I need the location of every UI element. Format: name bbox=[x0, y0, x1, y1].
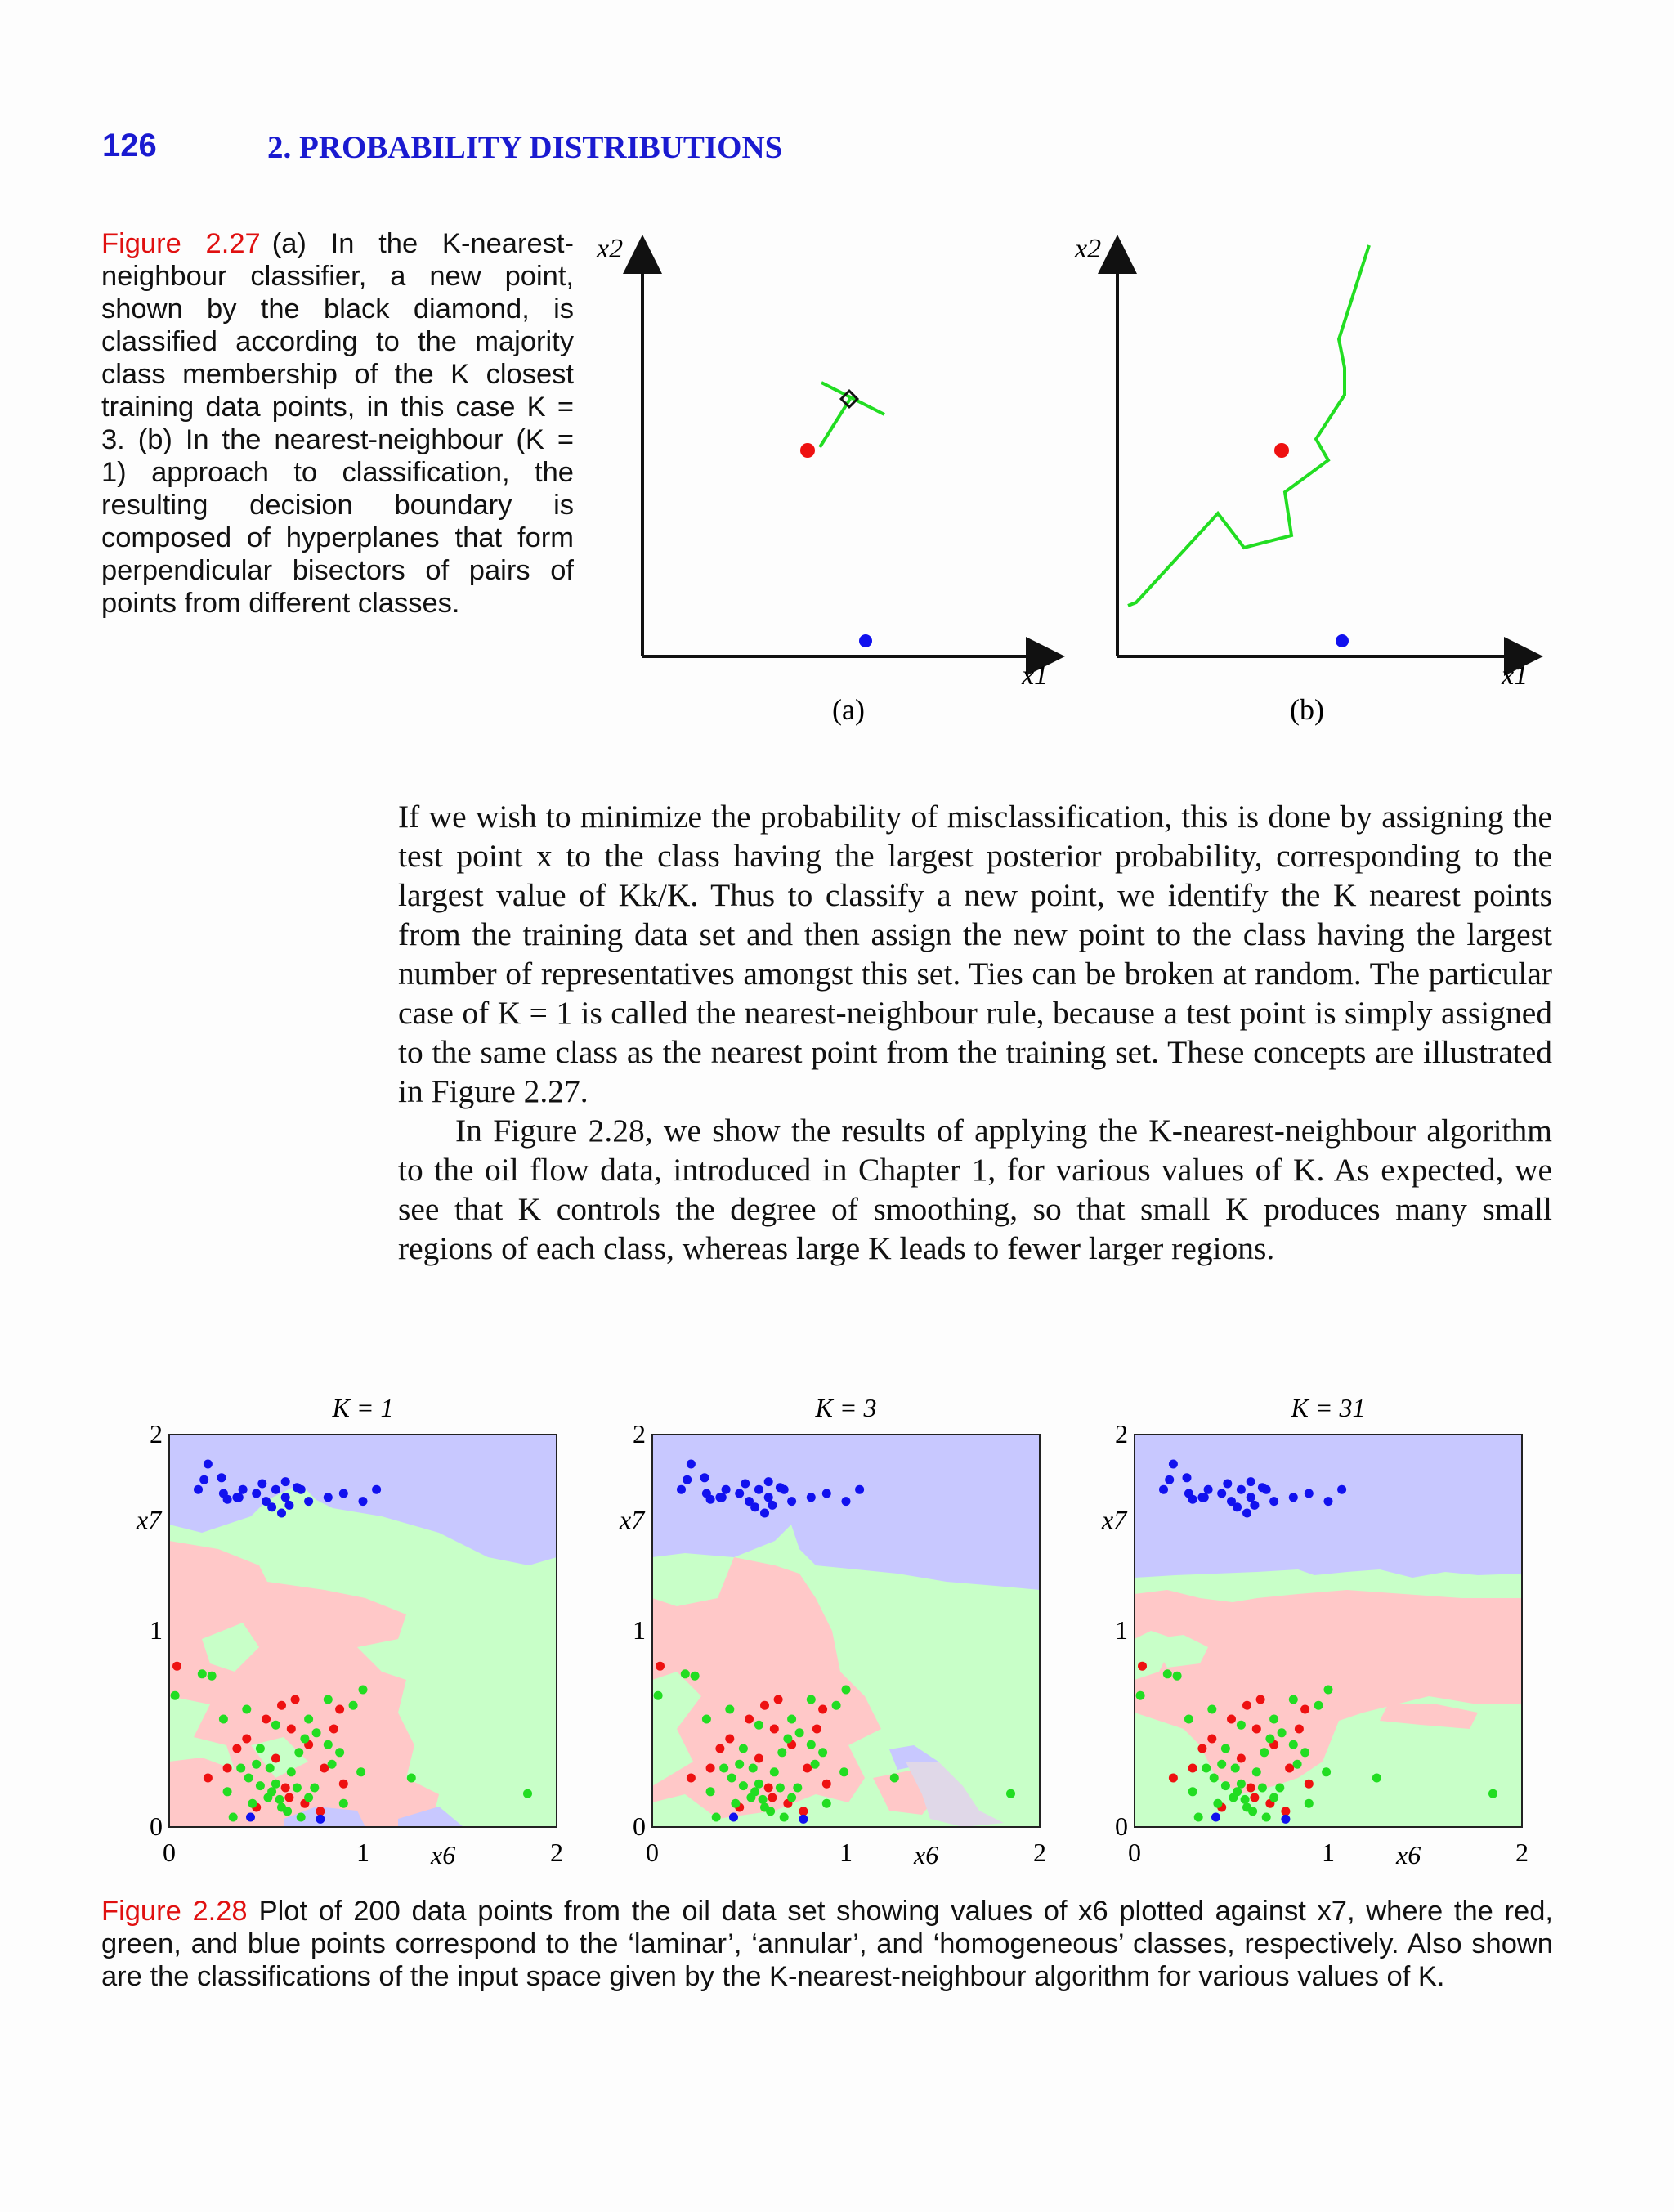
x-tick-1: 1 bbox=[356, 1838, 369, 1867]
homogeneous-point bbox=[776, 1483, 785, 1492]
homogeneous-point bbox=[760, 1509, 769, 1518]
annular-point bbox=[271, 1780, 280, 1789]
figure-2-27-diagram bbox=[589, 225, 1553, 744]
annular-point bbox=[1314, 1701, 1323, 1710]
annular-point bbox=[1173, 1672, 1182, 1681]
annular-point bbox=[229, 1813, 238, 1822]
figure-2-28-caption bbox=[101, 1895, 1553, 1993]
homogeneous-point bbox=[1250, 1501, 1259, 1510]
homogeneous-point bbox=[787, 1497, 796, 1506]
homogeneous-point bbox=[677, 1485, 686, 1494]
laminar-point bbox=[1242, 1701, 1251, 1710]
laminar-point bbox=[1305, 1780, 1314, 1789]
homogeneous-point bbox=[246, 1813, 255, 1822]
annular-point bbox=[1006, 1789, 1015, 1798]
annular-point bbox=[654, 1691, 663, 1700]
laminar-point bbox=[774, 1695, 783, 1704]
laminar-point bbox=[687, 1774, 696, 1783]
homogeneous-point bbox=[807, 1493, 816, 1502]
laminar-point bbox=[745, 1715, 754, 1724]
annular-point bbox=[795, 1728, 804, 1737]
annular-point bbox=[223, 1787, 232, 1796]
laminar-point bbox=[281, 1784, 290, 1793]
homogeneous-point bbox=[764, 1493, 773, 1502]
knn-panel-k31 bbox=[1101, 1393, 1529, 1869]
laminar-point bbox=[768, 1793, 777, 1802]
y-tick-1: 1 bbox=[150, 1615, 163, 1645]
annular-point bbox=[725, 1705, 734, 1714]
annular-point bbox=[712, 1813, 721, 1822]
laminar-point bbox=[656, 1662, 665, 1671]
annular-point bbox=[727, 1774, 736, 1783]
panel-a-blue-point bbox=[859, 634, 872, 647]
annular-point bbox=[300, 1735, 309, 1744]
homogeneous-point bbox=[257, 1480, 266, 1489]
laminar-point bbox=[223, 1764, 232, 1773]
laminar-point bbox=[706, 1764, 715, 1773]
x-tick-1: 1 bbox=[839, 1838, 853, 1867]
annular-point bbox=[780, 1813, 789, 1822]
homogeneous-point bbox=[1247, 1493, 1256, 1502]
panel-b-red-point bbox=[1274, 443, 1289, 458]
laminar-point bbox=[204, 1774, 213, 1783]
laminar-point bbox=[1252, 1725, 1261, 1734]
homogeneous-point bbox=[339, 1489, 348, 1498]
y-tick-0: 0 bbox=[1115, 1811, 1128, 1841]
laminar-point bbox=[1295, 1725, 1304, 1734]
homogeneous-point bbox=[284, 1501, 293, 1510]
laminar-point bbox=[242, 1735, 251, 1744]
annular-point bbox=[739, 1781, 748, 1790]
annular-point bbox=[1210, 1774, 1219, 1783]
annular-point bbox=[1163, 1669, 1172, 1678]
homogeneous-point bbox=[842, 1497, 851, 1506]
laminar-point bbox=[329, 1725, 338, 1734]
annular-point bbox=[266, 1764, 275, 1773]
homogeneous-point bbox=[223, 1495, 232, 1504]
homogeneous-point bbox=[199, 1475, 208, 1484]
figure-2-27-caption-text: (a) In the K-nearest-neighbour classifier, a new point, shown by the black diamond, is classified according to the majority class membership of the K closest training data points, in this case K = 3. (b) In the nearest-neighbour (K = 1) approach to classification, the resulting decision boundary is composed of hyperplanes that form perpendicular bisectors of pairs of points from different classes. bbox=[101, 228, 574, 619]
annular-point bbox=[256, 1744, 265, 1753]
homogeneous-point bbox=[1281, 1815, 1290, 1824]
annular-point bbox=[822, 1799, 831, 1808]
homogeneous-point bbox=[1169, 1460, 1178, 1469]
annular-point bbox=[818, 1748, 827, 1757]
annular-point bbox=[1217, 1760, 1226, 1769]
annular-point bbox=[1248, 1807, 1257, 1816]
panel-b-label: (b) bbox=[1290, 693, 1324, 726]
annular-point bbox=[735, 1760, 744, 1769]
annular-point bbox=[304, 1793, 313, 1802]
annular-point bbox=[1207, 1705, 1216, 1714]
annular-point bbox=[324, 1740, 333, 1749]
y-axis-label: x7 bbox=[1102, 1505, 1127, 1534]
homogeneous-point bbox=[799, 1815, 808, 1824]
laminar-point bbox=[339, 1780, 348, 1789]
y-tick-1: 1 bbox=[633, 1615, 646, 1645]
annular-point bbox=[275, 1795, 284, 1804]
y-tick-1: 1 bbox=[1115, 1615, 1128, 1645]
annular-point bbox=[1258, 1784, 1267, 1793]
homogeneous-point bbox=[277, 1509, 286, 1518]
panel-a bbox=[596, 234, 1059, 726]
annular-point bbox=[749, 1764, 758, 1773]
annular-point bbox=[783, 1735, 792, 1744]
laminar-point bbox=[271, 1754, 280, 1763]
annular-point bbox=[832, 1701, 841, 1710]
knn-panel-k3 bbox=[619, 1393, 1046, 1869]
annular-point bbox=[244, 1774, 253, 1783]
x-tick-2: 2 bbox=[1033, 1838, 1046, 1867]
annular-point bbox=[1136, 1691, 1145, 1700]
homogeneous-point bbox=[1200, 1493, 1209, 1502]
x-tick-0: 0 bbox=[1128, 1838, 1141, 1867]
laminar-point bbox=[1197, 1744, 1206, 1753]
homogeneous-point bbox=[722, 1485, 731, 1494]
annular-point bbox=[219, 1715, 228, 1724]
annular-point bbox=[271, 1721, 280, 1730]
homogeneous-point bbox=[235, 1493, 244, 1502]
homogeneous-point bbox=[754, 1485, 763, 1494]
laminar-point bbox=[335, 1705, 344, 1714]
annular-point bbox=[1237, 1780, 1246, 1789]
laminar-point bbox=[277, 1701, 286, 1710]
homogeneous-point bbox=[267, 1502, 276, 1511]
homogeneous-point bbox=[700, 1473, 709, 1482]
laminar-point bbox=[770, 1725, 779, 1734]
homogeneous-point bbox=[324, 1493, 333, 1502]
annular-point bbox=[1372, 1774, 1381, 1783]
homogeneous-point bbox=[1305, 1489, 1314, 1498]
homogeneous-point bbox=[718, 1493, 727, 1502]
body-text bbox=[398, 797, 1552, 1268]
figure-2-27-label: Figure 2.27 bbox=[101, 228, 261, 259]
homogeneous-point bbox=[194, 1485, 203, 1494]
homogeneous-point bbox=[1159, 1485, 1168, 1494]
annular-point bbox=[754, 1780, 763, 1789]
laminar-point bbox=[1169, 1774, 1178, 1783]
annular-point bbox=[731, 1799, 740, 1808]
panel-a-boundary-1 bbox=[820, 399, 850, 447]
x-axis-label: x6 bbox=[1396, 1840, 1421, 1869]
annular-point bbox=[1221, 1781, 1230, 1790]
laminar-point bbox=[1250, 1793, 1259, 1802]
annular-point bbox=[750, 1787, 759, 1796]
x-tick-2: 2 bbox=[1515, 1838, 1529, 1867]
annular-point bbox=[1488, 1789, 1497, 1798]
annular-point bbox=[328, 1760, 337, 1769]
x-axis-label: x6 bbox=[914, 1840, 939, 1869]
panel-a-y-label: x2 bbox=[597, 234, 624, 264]
laminar-point bbox=[320, 1764, 329, 1773]
homogeneous-point bbox=[372, 1485, 381, 1494]
annular-point bbox=[407, 1774, 416, 1783]
annular-point bbox=[1241, 1795, 1250, 1804]
annular-point bbox=[739, 1744, 748, 1753]
annular-point bbox=[777, 1748, 786, 1757]
homogeneous-point bbox=[1242, 1509, 1251, 1518]
laminar-point bbox=[262, 1715, 271, 1724]
annular-point bbox=[349, 1701, 358, 1710]
y-tick-0: 0 bbox=[150, 1811, 163, 1841]
annular-point bbox=[1275, 1784, 1284, 1793]
annular-point bbox=[1289, 1740, 1298, 1749]
y-tick-2: 2 bbox=[150, 1419, 163, 1449]
homogeneous-point bbox=[764, 1477, 773, 1486]
homogeneous-point bbox=[855, 1485, 864, 1494]
homogeneous-point bbox=[1211, 1813, 1220, 1822]
y-tick-0: 0 bbox=[633, 1811, 646, 1841]
laminar-point bbox=[799, 1807, 808, 1816]
laminar-point bbox=[1300, 1705, 1309, 1714]
annular-point bbox=[1188, 1787, 1197, 1796]
laminar-point bbox=[760, 1701, 769, 1710]
annular-point bbox=[807, 1695, 816, 1704]
annular-point bbox=[293, 1784, 302, 1793]
annular-point bbox=[691, 1672, 700, 1681]
annular-point bbox=[1293, 1760, 1302, 1769]
homogeneous-point bbox=[687, 1460, 696, 1469]
homogeneous-point bbox=[1247, 1477, 1256, 1486]
laminar-point bbox=[291, 1695, 300, 1704]
annular-point bbox=[787, 1793, 796, 1802]
homogeneous-point bbox=[735, 1489, 744, 1498]
laminar-point bbox=[1227, 1715, 1236, 1724]
annular-point bbox=[1233, 1787, 1242, 1796]
homogeneous-point bbox=[729, 1813, 738, 1822]
annular-point bbox=[294, 1748, 303, 1757]
panel-a-red-point bbox=[800, 443, 815, 458]
panel-a-boundary-2 bbox=[821, 383, 884, 414]
homogeneous-point bbox=[304, 1497, 313, 1506]
annular-point bbox=[1300, 1748, 1309, 1757]
annular-point bbox=[759, 1795, 768, 1804]
homogeneous-point bbox=[1337, 1485, 1346, 1494]
page-number: 126 bbox=[102, 128, 157, 163]
annular-point bbox=[811, 1760, 820, 1769]
homogeneous-point bbox=[1165, 1475, 1174, 1484]
annular-point bbox=[770, 1767, 779, 1776]
annular-point bbox=[287, 1767, 296, 1776]
homogeneous-point bbox=[293, 1483, 302, 1492]
paragraph-1: If we wish to minimize the probability of misclassification, this is done by assigning the test point x to the class having the largest posterior probability, corresponding to the largest value of Kk/K. Thus to classify a new point, we identify the K nearest points from the training data set and then assign the new point to the class having the largest number of representatives amongst this set. Ties can be broken at random. The particular case of K = 1 is called the nearest-neighbour rule, because a test point is simply assigned to the same class as the nearest point from the training set. These concepts are illustrated in Figure 2.27. bbox=[398, 799, 1552, 1109]
panel-a-x-label: x1 bbox=[1022, 660, 1049, 691]
panel-b-y-label: x2 bbox=[1075, 234, 1102, 264]
homogeneous-point bbox=[1223, 1480, 1232, 1489]
annular-point bbox=[1305, 1799, 1314, 1808]
annular-point bbox=[890, 1774, 899, 1783]
annular-point bbox=[252, 1760, 261, 1769]
laminar-point bbox=[1188, 1764, 1197, 1773]
laminar-point bbox=[754, 1754, 763, 1763]
laminar-point bbox=[1207, 1735, 1216, 1744]
laminar-point bbox=[812, 1725, 821, 1734]
homogeneous-point bbox=[239, 1485, 248, 1494]
figure-2-28-charts bbox=[82, 1373, 1553, 1872]
annular-point bbox=[1269, 1793, 1278, 1802]
laminar-point bbox=[1247, 1784, 1256, 1793]
annular-point bbox=[242, 1705, 251, 1714]
annular-point bbox=[706, 1787, 715, 1796]
annular-point bbox=[356, 1767, 365, 1776]
laminar-point bbox=[284, 1793, 293, 1802]
annular-point bbox=[1324, 1686, 1333, 1695]
homogeneous-point bbox=[683, 1475, 692, 1484]
laminar-point bbox=[1237, 1754, 1246, 1763]
homogeneous-point bbox=[1188, 1495, 1197, 1504]
annular-point bbox=[1269, 1715, 1278, 1724]
x-axis-label: x6 bbox=[431, 1840, 456, 1869]
panel-title: K = 31 bbox=[1291, 1393, 1366, 1422]
annular-point bbox=[1237, 1721, 1246, 1730]
annular-point bbox=[719, 1764, 728, 1773]
annular-point bbox=[267, 1787, 276, 1796]
panel-b-x-label: x1 bbox=[1502, 660, 1529, 691]
annular-point bbox=[1260, 1748, 1269, 1757]
homogeneous-point bbox=[1269, 1497, 1278, 1506]
homogeneous-point bbox=[1237, 1485, 1246, 1494]
annular-point bbox=[248, 1799, 257, 1808]
annular-point bbox=[297, 1813, 306, 1822]
annular-point bbox=[1278, 1728, 1287, 1737]
homogeneous-point bbox=[271, 1485, 280, 1494]
annular-point bbox=[1184, 1715, 1193, 1724]
annular-point bbox=[1194, 1813, 1203, 1822]
homogeneous-point bbox=[1258, 1483, 1267, 1492]
y-axis-label: x7 bbox=[137, 1505, 162, 1534]
homogeneous-point bbox=[741, 1480, 750, 1489]
annular-point bbox=[1262, 1813, 1271, 1822]
annular-point bbox=[339, 1799, 348, 1808]
annular-point bbox=[312, 1728, 321, 1737]
annular-point bbox=[236, 1764, 245, 1773]
panel-b-blue-point bbox=[1336, 634, 1349, 647]
knn-panel-k1 bbox=[136, 1393, 563, 1869]
annular-point bbox=[1322, 1767, 1331, 1776]
panel-title: K = 1 bbox=[332, 1393, 394, 1422]
homogeneous-point bbox=[822, 1489, 831, 1498]
figure-2-27-caption bbox=[101, 227, 574, 620]
x-tick-1: 1 bbox=[1322, 1838, 1335, 1867]
homogeneous-point bbox=[1289, 1493, 1298, 1502]
homogeneous-point bbox=[217, 1473, 226, 1482]
region-homogeneous-top bbox=[1135, 1435, 1522, 1578]
homogeneous-point bbox=[1233, 1502, 1242, 1511]
homogeneous-point bbox=[252, 1489, 261, 1498]
annular-point bbox=[324, 1695, 333, 1704]
annular-point bbox=[1202, 1764, 1211, 1773]
laminar-point bbox=[316, 1807, 325, 1816]
homogeneous-point bbox=[204, 1460, 213, 1469]
annular-point bbox=[787, 1715, 796, 1724]
annular-point bbox=[793, 1784, 802, 1793]
annular-point bbox=[1289, 1695, 1298, 1704]
laminar-point bbox=[822, 1780, 831, 1789]
annular-point bbox=[754, 1721, 763, 1730]
homogeneous-point bbox=[281, 1493, 290, 1502]
y-tick-2: 2 bbox=[1115, 1419, 1128, 1449]
laminar-point bbox=[1256, 1695, 1265, 1704]
panel-title: K = 3 bbox=[815, 1393, 877, 1422]
laminar-point bbox=[715, 1744, 724, 1753]
laminar-point bbox=[287, 1725, 296, 1734]
panel-b-boundary bbox=[1128, 245, 1369, 606]
annular-point bbox=[208, 1672, 217, 1681]
figure-2-28-caption-text: Plot of 200 data points from the oil data set showing values of x6 plotted against x7, where the red, green, and blue points correspond to the ‘laminar’, ‘annular’, and ‘homogeneous’ classes, respectively. Also shown are the classifications of the input space given by the K-nearest-neighbour algorithm for various values of K. bbox=[101, 1896, 1553, 1992]
annular-point bbox=[310, 1784, 319, 1793]
laminar-point bbox=[818, 1705, 827, 1714]
y-axis-label: x7 bbox=[620, 1505, 645, 1534]
laminar-point bbox=[803, 1764, 812, 1773]
annular-point bbox=[1213, 1799, 1222, 1808]
annular-point bbox=[359, 1686, 368, 1695]
homogeneous-point bbox=[316, 1815, 325, 1824]
paragraph-2: In Figure 2.28, we show the results of applying the K-nearest-neighbour algorithm to the oil flow data, introduced in Chapter 1, for various values of K. As expected, we see that K controls the degree of smoothing, so that small K produces many small regions of each class, whereas large K leads to fewer larger regions. bbox=[398, 1113, 1552, 1266]
annular-point bbox=[1265, 1735, 1274, 1744]
homogeneous-point bbox=[750, 1502, 759, 1511]
annular-point bbox=[776, 1784, 785, 1793]
laminar-point bbox=[172, 1662, 181, 1671]
annular-point bbox=[171, 1691, 180, 1700]
x-tick-0: 0 bbox=[646, 1838, 659, 1867]
laminar-point bbox=[232, 1744, 241, 1753]
annular-point bbox=[523, 1789, 532, 1798]
panel-a-label: (a) bbox=[832, 693, 865, 726]
annular-point bbox=[681, 1669, 690, 1678]
annular-point bbox=[335, 1748, 344, 1757]
chapter-title: 2. PROBABILITY DISTRIBUTIONS bbox=[267, 130, 783, 165]
laminar-point bbox=[1285, 1764, 1294, 1773]
x-tick-0: 0 bbox=[163, 1838, 176, 1867]
homogeneous-point bbox=[1324, 1497, 1333, 1506]
annular-point bbox=[1252, 1767, 1261, 1776]
annular-point bbox=[766, 1807, 775, 1816]
panel-b bbox=[1074, 234, 1537, 726]
annular-point bbox=[839, 1767, 848, 1776]
annular-point bbox=[283, 1807, 292, 1816]
homogeneous-point bbox=[1204, 1485, 1213, 1494]
homogeneous-point bbox=[1183, 1473, 1192, 1482]
annular-point bbox=[1231, 1764, 1240, 1773]
x-tick-2: 2 bbox=[550, 1838, 563, 1867]
annular-point bbox=[842, 1686, 851, 1695]
homogeneous-point bbox=[1217, 1489, 1226, 1498]
laminar-point bbox=[725, 1735, 734, 1744]
laminar-point bbox=[1138, 1662, 1147, 1671]
annular-point bbox=[1221, 1744, 1230, 1753]
annular-point bbox=[198, 1669, 207, 1678]
homogeneous-point bbox=[768, 1501, 777, 1510]
annular-point bbox=[702, 1715, 711, 1724]
laminar-point bbox=[1281, 1807, 1290, 1816]
laminar-point bbox=[764, 1784, 773, 1793]
homogeneous-point bbox=[281, 1477, 290, 1486]
y-tick-2: 2 bbox=[633, 1419, 646, 1449]
homogeneous-point bbox=[706, 1495, 715, 1504]
annular-point bbox=[807, 1740, 816, 1749]
figure-2-28-label: Figure 2.28 bbox=[101, 1896, 248, 1927]
homogeneous-point bbox=[359, 1497, 368, 1506]
annular-point bbox=[304, 1715, 313, 1724]
annular-point bbox=[256, 1781, 265, 1790]
